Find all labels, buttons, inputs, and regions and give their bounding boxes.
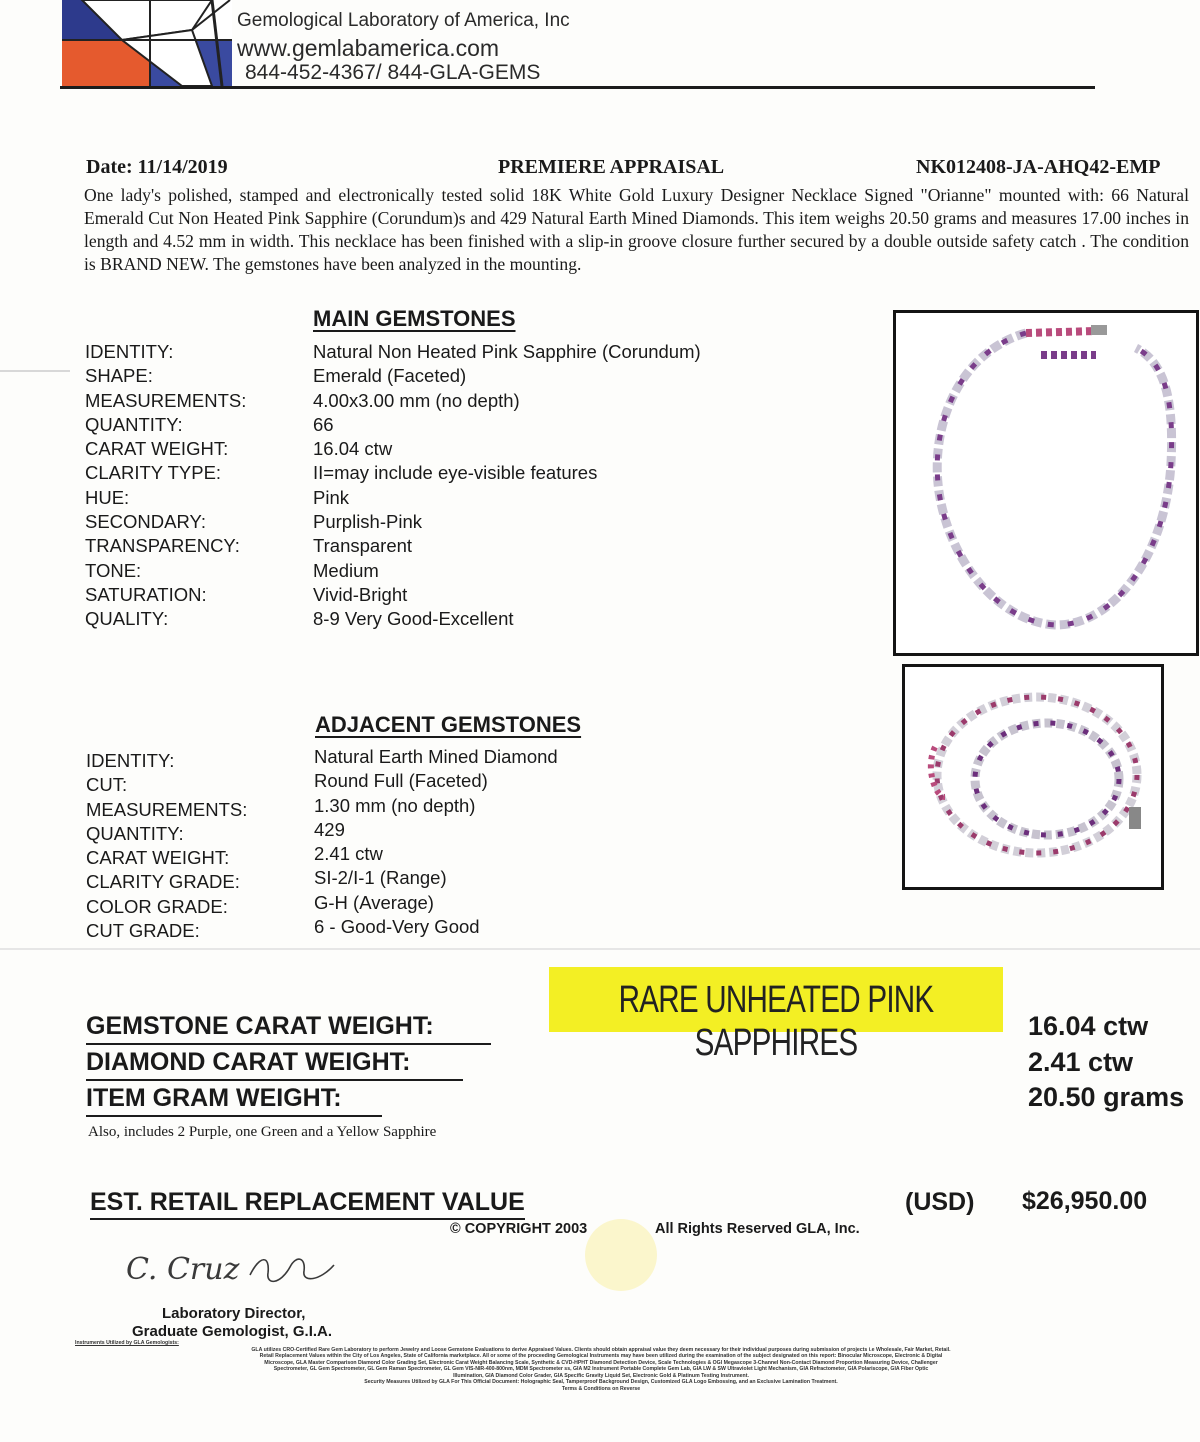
spec-label: SATURATION:: [85, 583, 207, 605]
spec-value: 6 - Good-Very Good: [314, 916, 480, 938]
spec-value: Purplish-Pink: [313, 511, 422, 533]
banner-text: RARE UNHEATED PINK SAPPHIRES: [618, 979, 934, 1064]
spec-value: Emerald (Faceted): [313, 365, 467, 387]
fine-print-line: Retail Replacement Values within the City of Los Angeles, State of California marketplace. All or some of the proceeding Gemological Instruments may have been utilized during the examination of the subject designated on this report: Binocular Microscope, Electronic & Digital: [259, 1353, 943, 1359]
appraisal-date: Date: 11/14/2019: [86, 156, 228, 178]
spec-label: SECONDARY:: [85, 511, 206, 533]
spec-value: 2.41 ctw: [314, 843, 383, 865]
item-gram-weight-label: ITEM GRAM WEIGHT:: [86, 1084, 382, 1117]
spec-value: Medium: [313, 559, 379, 581]
main-gemstones-labels: [85, 340, 246, 632]
instruments-fine-print: [75, 1340, 1127, 1392]
fine-print-line: Security Measures Utilized by GLA For This Official Document: Holographic Seal, Tamperproof Background Design, Customized GLA Logo Embossing, and an Exclusive Lamination Treatment.: [364, 1379, 838, 1385]
spec-value: G-H (Average): [314, 891, 434, 913]
adjacent-gemstones-heading: ADJACENT GEMSTONES: [315, 712, 582, 737]
fine-print-line: GLA utilizes CRO-Certified Rare Gem Laboratory to perform Jewelry and Loose Gemstone Evaluations to derive Appraised Values. Clients should obtain appraisal value they deem necessary for their individual purposes during submission of projects i.e Wholesale, Fair Market, Retail.: [251, 1346, 951, 1353]
adjacent-gemstones-labels: [86, 749, 247, 943]
report-number: NK012408-JA-AHQ42-EMP: [916, 156, 1161, 178]
item-description: One lady's polished, stamped and electronically tested solid 18K White Gold Luxury Designer Necklace Signed "Orianne" mounted with: 66 Natural Emerald Cut Non Heated Pink Sapphire (Corundum)s and 429 Natural Earth Mined Diamonds. This item weighs 20.50 grams and measures 17.00 inches in length and 4.52 mm in width. This necklace has been finished with a slip-in groove closure further secured by a double outside safety catch . The condition is BRAND NEW. The gemstones have been analyzed in the mounting.: [84, 185, 1189, 274]
spec-value: Pink: [313, 486, 349, 508]
necklace-photo-main: [893, 310, 1199, 656]
spec-value: 66: [313, 413, 334, 435]
spec-value: Natural Non Heated Pink Sapphire (Corundum): [313, 341, 701, 362]
fine-print-line: Instruments Utilized by GLA Gemologists:: [75, 1340, 179, 1346]
currency-label: (USD): [905, 1188, 975, 1216]
fold-line: [0, 370, 70, 372]
spec-label: COLOR GRADE:: [86, 895, 228, 917]
spec-label: QUANTITY:: [86, 822, 184, 844]
spec-label: CLARITY GRADE:: [86, 871, 240, 893]
spec-label: TRANSPARENCY:: [85, 535, 240, 557]
director-title-line1: Laboratory Director,: [162, 1305, 306, 1322]
spec-label: CARAT WEIGHT:: [86, 847, 230, 869]
header-rule: [60, 86, 1095, 89]
hologram-seal-icon: [585, 1219, 657, 1291]
spec-label: IDENTITY:: [85, 341, 174, 362]
spec-value: Transparent: [313, 535, 413, 557]
spec-value: II=may include eye-visible features: [313, 462, 598, 484]
spec-label: QUANTITY:: [85, 413, 183, 435]
retail-value-label: EST. RETAIL REPLACEMENT VALUE: [90, 1188, 525, 1220]
spec-label: CLARITY TYPE:: [85, 462, 222, 484]
diamond-weight-value: 2.41 ctw: [1028, 1047, 1134, 1077]
main-gemstones-heading: MAIN GEMSTONES: [313, 306, 516, 331]
signature-text: C. Cruz: [126, 1252, 240, 1287]
gemstone-weight-value: 16.04 ctw: [1028, 1011, 1149, 1041]
spec-value: Natural Earth Mined Diamond: [314, 746, 558, 767]
document-title: PREMIERE APPRAISAL: [498, 156, 725, 178]
necklace-loop-icon: [896, 313, 1196, 653]
spec-value: 429: [314, 818, 345, 840]
necklace-coil-icon: [905, 667, 1161, 887]
retail-value-amount: $26,950.00: [1022, 1187, 1148, 1215]
spec-label: MEASUREMENTS:: [85, 389, 247, 411]
spec-value: 16.04 ctw: [313, 438, 393, 460]
spec-label: IDENTITY:: [86, 750, 175, 771]
spec-label: HUE:: [85, 486, 130, 508]
adjacent-gemstones-values: [314, 745, 558, 939]
fine-print-line: Illumination, GIA Diamond Color Grader, GIA Specific Gravity Liquid Set, Electronic Gold & Platinum Testing Instrument.: [453, 1372, 749, 1379]
fine-print-line: Microscope, GLA Master Comparison Diamond Color Grading Set, Electronic Carat Weight Balancing Scale, Synthetic & CVD-HPHT Diamond Detection Device, Scale Technologies & OGI Megascope 3-Channel Non-Contact Diamond Proportion Measuring Device, Challenger: [264, 1359, 938, 1366]
director-signature: [120, 1245, 360, 1295]
spec-value: SI-2/I-1 (Range): [314, 867, 447, 889]
spec-value: 4.00x3.00 mm (no depth): [313, 389, 520, 411]
rare-sapphire-banner: [549, 967, 1003, 1064]
rights-reserved-text: All Rights Reserved GLA, Inc.: [655, 1221, 860, 1237]
spec-label: SHAPE:: [85, 365, 153, 387]
spec-label: CUT:: [86, 774, 128, 796]
director-title-line2: Graduate Gemologist, G.I.A.: [132, 1323, 333, 1340]
fine-print-line: Spectrometer, GL Gem Spectrometer, GL Gem Raman Spectrometer, GL Gem VIS-NIR-400-800nm, MDM Spectrometer ss, GIA M2 Instrument Portable Complete Gem Lab, GIA LW & SW Ultraviolet Light Mechanism, GIA Refractometer, GIA Polariscope, GIA Fiber Optic: [273, 1366, 929, 1372]
lab-phone: 844-452-4367/ 844-GLA-GEMS: [245, 61, 541, 84]
spec-value: 1.30 mm (no depth): [314, 794, 476, 816]
diamond-weight-label: DIAMOND CARAT WEIGHT:: [86, 1048, 463, 1081]
spec-label: CARAT WEIGHT:: [85, 438, 229, 460]
additional-stones-note: Also, includes 2 Purple, one Green and a Yellow Sapphire: [88, 1124, 437, 1140]
lab-website: www.gemlabamerica.com: [237, 35, 500, 61]
spec-label: QUALITY:: [85, 608, 169, 630]
spec-value: Vivid-Bright: [313, 583, 408, 605]
spec-label: CUT GRADE:: [86, 920, 200, 942]
item-gram-weight-value: 20.50 grams: [1028, 1082, 1185, 1112]
spec-label: MEASUREMENTS:: [86, 798, 248, 820]
gemstone-weight-label: GEMSTONE CARAT WEIGHT:: [86, 1012, 491, 1045]
fine-print-line: Terms & Conditions on Reverse: [561, 1385, 641, 1392]
fold-line: [0, 948, 1200, 950]
spec-label: TONE:: [85, 559, 142, 581]
necklace-photo-coiled: [902, 664, 1164, 890]
spec-value: Round Full (Faceted): [314, 770, 488, 792]
main-gemstones-values: [313, 340, 701, 632]
gla-diamond-logo-icon: [62, 0, 232, 86]
copyright-text: © COPYRIGHT 2003: [450, 1221, 588, 1237]
spec-value: 8-9 Very Good-Excellent: [313, 608, 514, 630]
lab-name: Gemological Laboratory of America, Inc: [237, 10, 570, 31]
